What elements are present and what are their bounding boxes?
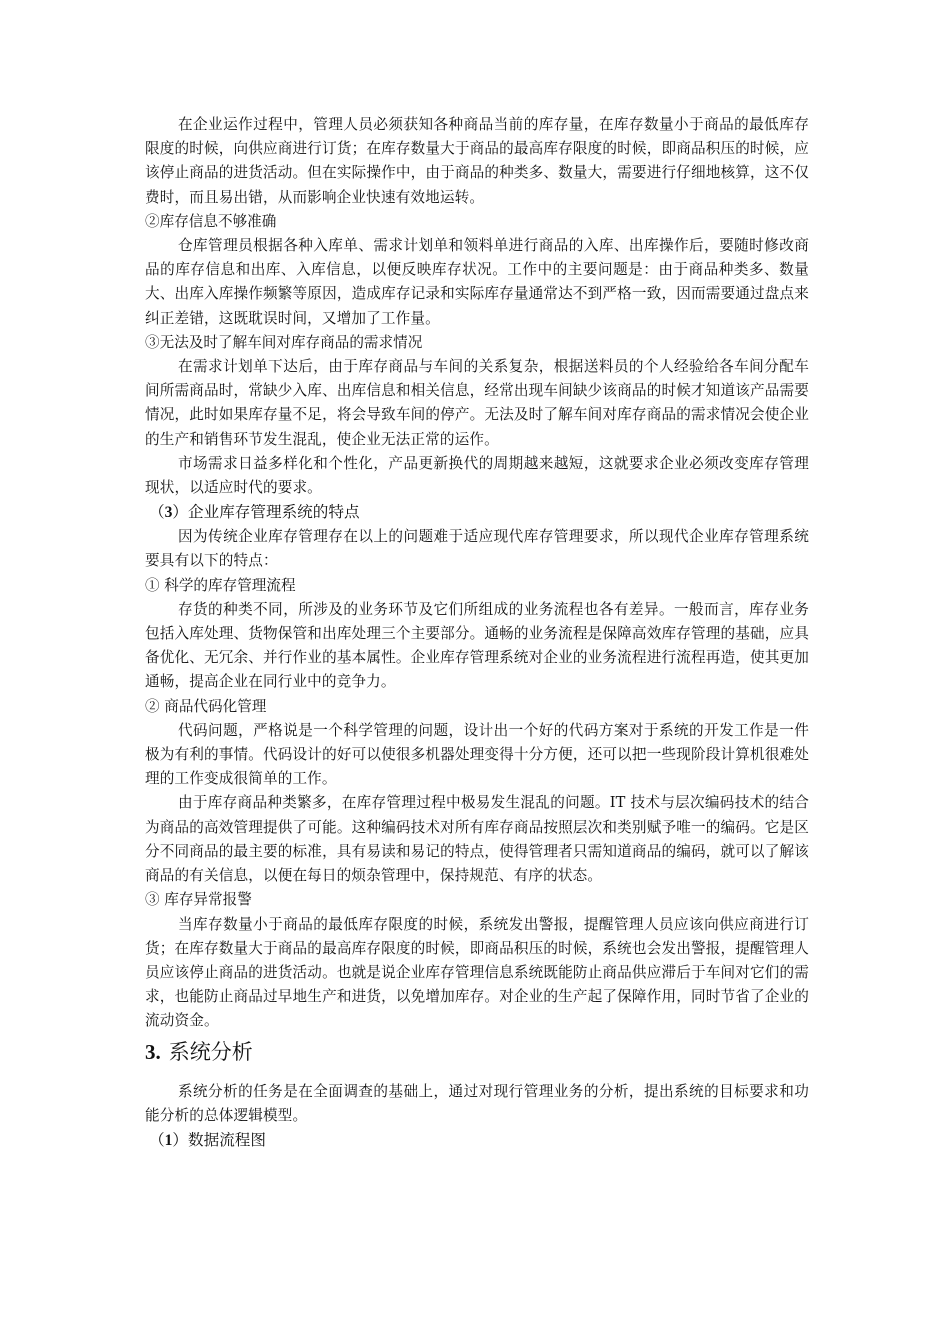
paragraph-layer-coding: 由于库存商品种类繁多，在库存管理过程中极易发生混乱的问题。IT 技术与层次编码技术的结合为商品的高效管理提供了可能。这种编码技术对所有库存商品按照层次和类别赋予唯一的编码。它是区分不同商品的最主要的标准，具有易读和易记的特点，使得管理者只需知道商品的编码，就可以了解该商品的有关信息，以便在每日的烦杂管理中，保持规范、有序的状态。: [145, 794, 809, 885]
subheading-title: 数据流程图: [188, 1130, 266, 1149]
paragraph-alarm: 当库存数量小于商品的最低库存限度的时候，系统发出警报，提醒管理人员应该向供应商进行订货；在库存数量大于商品的最高库存限度的时候，即商品积压的时候，系统也会发出警报，提醒管理人员应该停止商品的进货活动。也就是说企业库存管理信息系统既能防止商品供应滞后于车间对它们的需求，也能防止商品过早地生产和进货，以免增加库存。对企业的生产起了保障作用，同时节省了企业的流动资金。: [145, 915, 809, 1030]
subheading-system-features: [149, 500, 809, 525]
section-heading-system-analysis: [145, 1038, 809, 1066]
paragraph-warehouse-manager: 仓库管理员根据各种入库单、需求计划单和领料单进行商品的入库、出库操作后，要随时修改商品的库存信息和出库、入库信息，以便反映库存状况。工作中的主要问题是：由于商品种类多、数量大、出库入库操作频繁等原因，造成库存记录和实际库存量通常达不到严格一致，因而需要通过盘点来纠正差错，这既耽误时间，又增加了工作量。: [145, 237, 809, 327]
list-item-abnormal-alarm: ③ 库存异常报警: [145, 891, 252, 909]
section-number: 3.: [145, 1039, 161, 1064]
subheading-data-flow: [149, 1128, 809, 1153]
paragraph-features-intro: 因为传统企业库存管理存在以上的问题难于适应现代库存管理要求，所以现代企业库存管理系统要具有以下的特点：: [145, 528, 809, 570]
document-page: [145, 113, 809, 1153]
subheading-number: 1: [164, 1131, 173, 1149]
paragraph-market-demand: 市场需求日益多样化和个性化，产品更新换代的周期越来越短，这就要求企业必须改变库存管理现状，以适应时代的要求。: [145, 454, 809, 497]
subheading-open-paren: （: [149, 503, 165, 522]
subheading-open-paren: （: [149, 1130, 165, 1149]
paragraph-code-design: 代码问题，严格说是一个科学管理的问题，设计出一个好的代码方案对于系统的开发工作是一件极为有利的事情。代码设计的好可以使很多机器处理变得十分方便，还可以把一些现阶段计算机很难处理的工作变成很简单的工作。: [145, 721, 809, 788]
paragraph-business-flow: 存货的种类不同，所涉及的业务环节及它们所组成的业务流程也各有差异。一般而言，库存业务包括入库处理、货物保管和出库处理三个主要部分。通畅的业务流程是保障高效库存管理的基础，应具备优化、无冗余、并行作业的基本属性。企业库存管理系统对企业的业务流程进行流程再造，使其更加通畅，提高企业在同行业中的竞争力。: [145, 600, 809, 691]
list-item-scientific-flow: ① 科学的库存管理流程: [145, 576, 296, 594]
subheading-close-paren: ）: [172, 1130, 189, 1149]
list-item-workshop-demand: ③无法及时了解车间对库存商品的需求情况: [145, 333, 423, 351]
section-title: 系统分析: [168, 1039, 253, 1064]
paragraph-inventory-ordering: 在企业运作过程中，管理人员必须获知各种商品当前的库存量，在库存数量小于商品的最低库存限度的时候，向供应商进行订货；在库存数量大于商品的最高库存限度的时候，即商品积压的时候，应该停止商品的进货活动。但在实际操作中，由于商品的种类多、数量大，需要进行仔细地核算，这不仅费时，而且易出错，从而影响企业快速有效地运转。: [145, 116, 809, 206]
list-item-coding-management: ② 商品代码化管理: [145, 697, 267, 715]
subheading-close-paren: ）: [172, 503, 189, 522]
subheading-number: 3: [164, 504, 173, 522]
list-item-inaccurate-info: ②库存信息不够准确: [145, 212, 277, 230]
paragraph-demand-plan: 在需求计划单下达后，由于库存商品与车间的关系复杂，根据送料员的个人经验给各车间分配车间所需商品时，常缺少入库、出库信息和相关信息，经常出现车间缺少该商品的时候才知道该产品需要情况，此时如果库存量不足，将会导致车间的停产。无法及时了解车间对库存商品的需求情况会使企业的生产和销售环节发生混乱，使企业无法正常的运作。: [145, 358, 809, 448]
paragraph-analysis-task: 系统分析的任务是在全面调查的基础上，通过对现行管理业务的分析，提出系统的目标要求和功能分析的总体逻辑模型。: [145, 1082, 809, 1124]
subheading-title: 企业库存管理系统的特点: [188, 503, 360, 522]
